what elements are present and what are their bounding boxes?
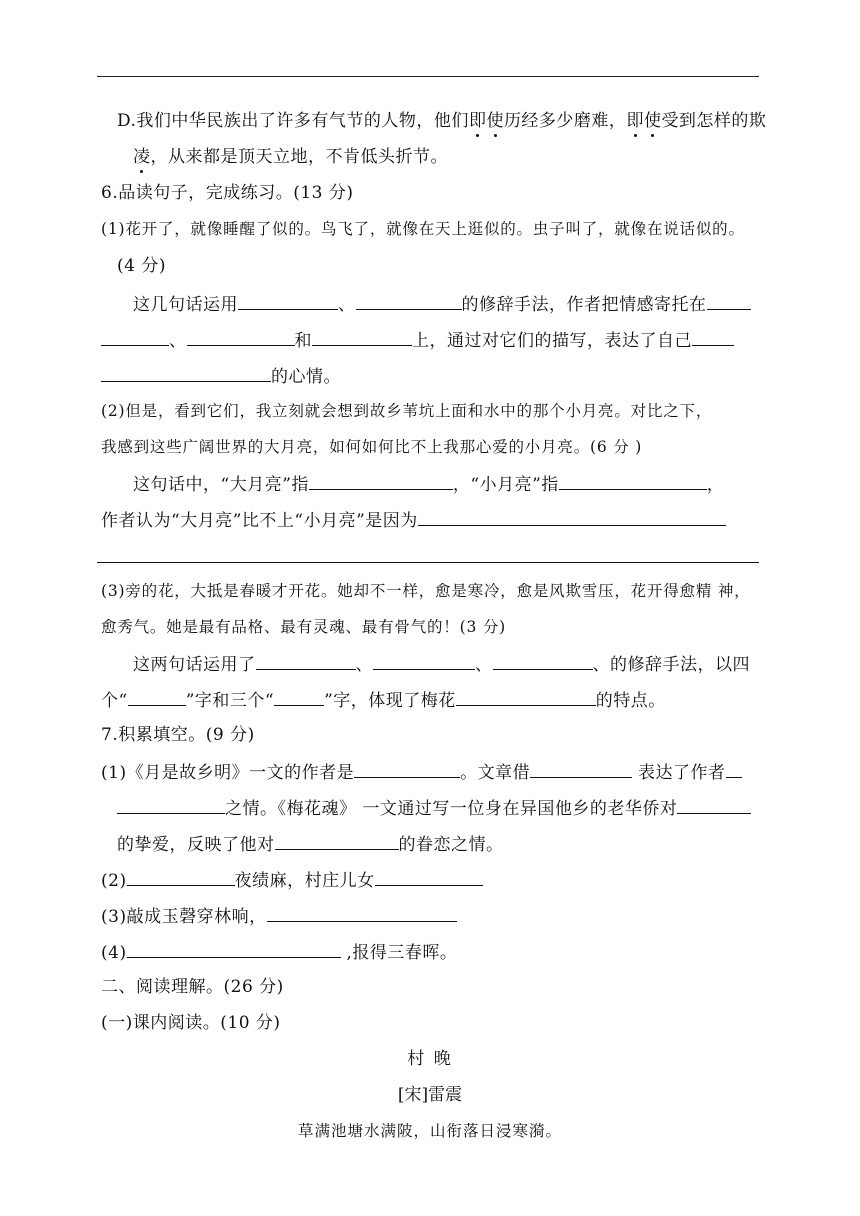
prompt-text: ,报得三春晖。	[340, 943, 458, 963]
prompt-text: 这几句话运用	[133, 295, 238, 315]
answer-blank[interactable]	[692, 328, 734, 346]
q6-s3-answer-line1	[133, 652, 750, 676]
answer-blank[interactable]	[375, 868, 483, 886]
option-d-text: 历经多少磨难，	[503, 111, 627, 131]
dotted-char: 即	[626, 111, 644, 131]
answer-blank[interactable]	[275, 832, 399, 850]
answer-blank[interactable]	[127, 868, 235, 886]
q6-s1-answer-line2	[101, 328, 734, 352]
answer-blank[interactable]	[707, 292, 751, 310]
q6-s2-answer-line1	[133, 472, 724, 496]
answer-blank[interactable]	[238, 292, 338, 310]
answer-blank[interactable]	[256, 652, 356, 670]
answer-blank[interactable]	[356, 292, 462, 310]
q6-s1-text: (1)花开了，就像睡醒了似的。鸟飞了，就像在天上逛似的。虫子叫了，就像在说话似的。	[101, 220, 745, 238]
q6-s2-text1: (2)但是，看到它们，我立刻就会想到故乡苇坑上面和水中的那个小月亮。对比之下，	[101, 402, 713, 420]
answer-blank[interactable]	[267, 904, 457, 922]
answer-blank[interactable]	[677, 796, 751, 814]
prompt-text: 个“	[101, 691, 128, 711]
prompt-text: ，	[706, 475, 725, 495]
option-d-text: D.我们中华民族出了许多有气节的人物，他们	[117, 111, 469, 131]
prompt-text: 、	[475, 655, 493, 675]
answer-blank[interactable]	[309, 472, 453, 490]
prompt-text: 表达了作者	[632, 763, 726, 783]
prompt-text: 、	[169, 331, 187, 351]
answer-blank[interactable]	[312, 328, 412, 346]
answer-blank[interactable]	[354, 760, 460, 778]
option-d-text: ，从来都是顶天立地，不肯低头折节。	[150, 147, 448, 167]
prompt-text: 的修辞手法，作者把情感寄托在	[461, 295, 707, 315]
prompt-text: 夜绩麻，村庄儿女	[234, 871, 375, 891]
prompt-text: 之情。《梅花魂》 一文通过写一位身在异国他乡的老华侨对	[225, 799, 678, 819]
answer-blank[interactable]	[726, 760, 742, 778]
answer-blank[interactable]	[187, 328, 295, 346]
q6-s2-answer-line2	[101, 508, 726, 532]
answer-blank[interactable]	[530, 760, 632, 778]
prompt-text: 上，通过对它们的描写，表达了自己	[412, 331, 692, 351]
option-d-line2	[133, 146, 448, 168]
answer-blank[interactable]	[117, 796, 225, 814]
answer-blank[interactable]	[418, 508, 726, 526]
q7-p1-line3	[117, 832, 504, 856]
prompt-text: (2)	[101, 871, 127, 891]
prompt-text: 的心情。	[271, 367, 341, 387]
prompt-text: 。文章借	[460, 763, 531, 783]
prompt-text: ”字，体现了梅花	[324, 691, 456, 711]
answer-blank[interactable]	[274, 688, 324, 706]
q6-s3-answer-line2	[101, 688, 666, 712]
prompt-text: 这两句话运用了	[133, 655, 256, 675]
q6-s3-text2: 愈秀气。她是最有品格、最有灵魂、最有骨气的！(3 分)	[101, 618, 506, 636]
q7-p1-line2	[117, 796, 751, 820]
prompt-text: 、	[338, 295, 356, 315]
option-d-line1	[117, 110, 766, 132]
q7-p4	[101, 940, 457, 964]
prompt-text: (1)《月是故乡明》一文的作者是	[101, 763, 355, 783]
section2-subtitle: (一)课内阅读。(10 分)	[101, 1013, 281, 1033]
q6-s1-answer-line3	[101, 364, 341, 388]
dotted-char: 使	[643, 111, 662, 131]
q6-s2-text2: 我感到这些广阔世界的大月亮，如何如何比不上我那心爱的小月亮。(6 分 )	[101, 438, 643, 456]
dotted-char: 即	[468, 111, 487, 131]
q6-title: 6.品读句子，完成练习。(13 分)	[101, 183, 354, 203]
answer-blank[interactable]	[493, 652, 593, 670]
answer-blank[interactable]	[127, 940, 341, 958]
prompt-text: (4)	[101, 943, 127, 963]
answer-blank[interactable]	[559, 472, 707, 490]
q6-s1-answer-line1	[133, 292, 751, 316]
section2-title: 二、阅读理解。(26 分)	[101, 977, 284, 997]
answer-blank[interactable]	[101, 364, 271, 382]
poem-line-1: 草满池塘水满陂，山衔落日浸寒漪。	[297, 1122, 562, 1140]
q6-s3-text1: (3)旁的花，大抵是春暖才开花。她却不一样，愈是寒冷，愈是风欺雪压，花开得愈精 神，	[101, 582, 751, 600]
answer-blank[interactable]	[101, 328, 169, 346]
answer-blank[interactable]	[128, 688, 186, 706]
q7-p1-line1	[101, 760, 742, 784]
dotted-char: 使	[486, 111, 504, 131]
prompt-text: 和	[294, 331, 312, 351]
prompt-text: 这句话中，“大月亮”指	[133, 475, 309, 495]
q7-title: 7.积累填空。(9 分)	[101, 725, 255, 745]
answer-blank[interactable]	[373, 652, 475, 670]
top-rule	[97, 76, 759, 77]
q6-s1-score: (4 分)	[117, 256, 166, 276]
prompt-text: 的特点。	[595, 691, 666, 711]
q7-p3	[101, 904, 457, 928]
prompt-text: 、的修辞手法，以四	[592, 655, 750, 675]
poem-author: [宋]雷震	[397, 1085, 463, 1105]
prompt-text: (3)敲成玉磬穿林响，	[101, 907, 267, 927]
answer-blank[interactable]	[456, 688, 596, 706]
dotted-char: 凌	[133, 147, 151, 167]
prompt-text: 的眷恋之情。	[398, 835, 504, 855]
prompt-text: ，“小月亮”指	[452, 475, 559, 495]
prompt-text: 作者认为“大月亮”比不上“小月亮”是因为	[101, 511, 418, 531]
q7-p2	[101, 868, 483, 892]
prompt-text: ”字和三个“	[185, 691, 275, 711]
prompt-text: 的挚爱，反映了他对	[117, 835, 275, 855]
poem-title: 村 晚	[407, 1049, 453, 1069]
answer-full-line[interactable]	[97, 562, 759, 563]
option-d-text: 受到怎样的欺	[661, 111, 767, 131]
prompt-text: 、	[355, 655, 373, 675]
